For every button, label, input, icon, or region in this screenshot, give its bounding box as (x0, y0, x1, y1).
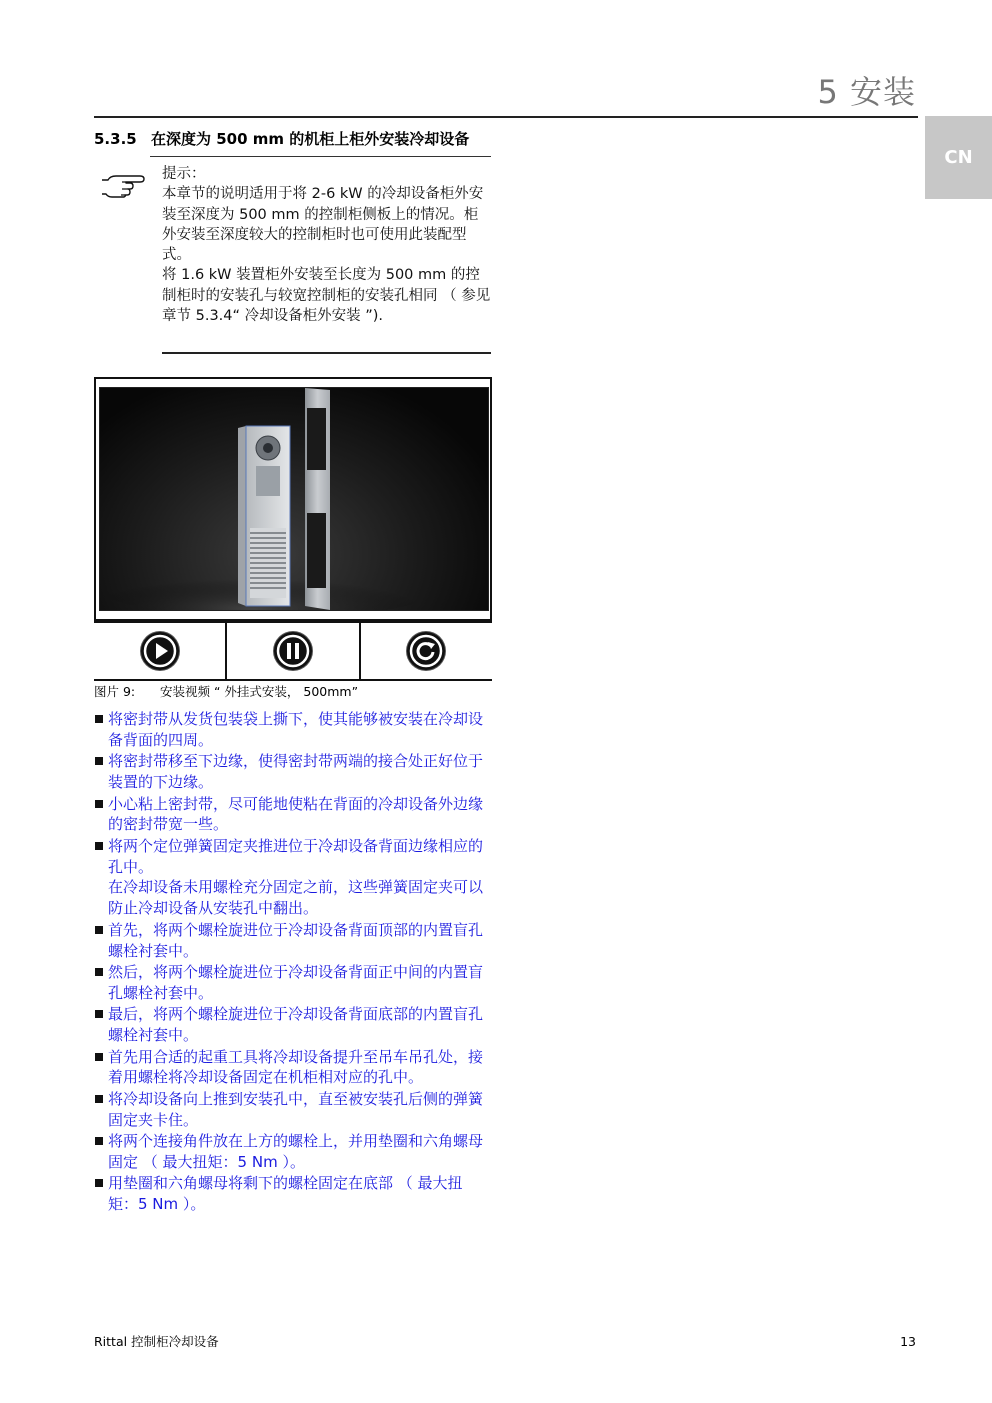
video-still-image (100, 388, 488, 610)
bullet-square-icon (95, 1137, 103, 1145)
section-rule (150, 156, 491, 157)
video-frame (94, 377, 492, 621)
step-text[interactable]: 小心粘上密封带，尽可能地使粘在背面的冷却设备外边缘的密封带宽一些。 (108, 794, 484, 834)
step-text[interactable]: 首先用合适的起重工具将冷却设备提升至吊车吊孔处，接着用螺栓将冷却设备固定在机柜相对应的孔中。 (108, 1047, 484, 1087)
step-text[interactable]: 用垫圈和六角螺母将剩下的螺栓固定在底部 （ 最大扭矩：5 Nm ）。 (108, 1174, 463, 1214)
page-number: 13 (900, 1334, 916, 1349)
video-controls (94, 621, 492, 681)
video-player[interactable] (99, 387, 489, 611)
step-text[interactable]: 将密封带从发货包装袋上撕下，使其能够被安装在冷却设备背面的四周。 (108, 710, 484, 749)
bullet-square-icon (95, 842, 103, 850)
pause-icon (274, 632, 312, 670)
section-heading (94, 128, 491, 150)
step-text[interactable]: 然后，将两个螺栓旋进位于冷却设备背面正中间的内置盲孔螺栓衬套中。 (108, 963, 484, 1002)
chapter-title: 5 安装 (817, 73, 916, 111)
list-item (94, 1089, 486, 1131)
bullet-square-icon (95, 1053, 103, 1061)
list-item (94, 962, 486, 1004)
list-item (94, 1131, 486, 1173)
step-text[interactable]: 将冷却设备向上推到安装孔中，直至被安装孔后侧的弹簧固定夹卡住。 (108, 1089, 484, 1129)
bullet-square-icon (95, 1010, 103, 1018)
step-text[interactable]: 将两个连接角件放在上方的螺栓上，并用垫圈和六角螺母固定 （ 最大扭矩：5 Nm ）。 (108, 1132, 484, 1171)
step-text[interactable]: 最后，将两个螺栓旋进位于冷却设备背面底部的内置盲孔螺栓衬套中。 (108, 1005, 484, 1045)
section-number: 5.3.5 (94, 130, 137, 148)
note-block (162, 164, 492, 326)
note-paragraph: 本章节的说明适用于将 2-6 kW 的冷却设备柜外安装至深度为 500 mm 的控制柜侧板上的情况。柜外安装至深度较大的控制柜时也可使用此装配型式。 (162, 186, 484, 264)
note-rule (162, 352, 491, 354)
figure-caption-text: 安装视频 “ 外挂式安装， 500mm” (160, 684, 359, 699)
note-label: 提示： (162, 166, 206, 182)
list-item (94, 920, 486, 962)
list-item (94, 1047, 486, 1089)
bullet-square-icon (95, 800, 103, 808)
list-item (94, 709, 486, 751)
list-item (94, 1004, 486, 1046)
list-item (94, 1173, 486, 1215)
step-text[interactable]: 将两个定位弹簧固定夹推进位于冷却设备背面边缘相应的孔中。 (108, 836, 484, 876)
bullet-square-icon (95, 926, 103, 934)
bullet-square-icon (95, 1179, 103, 1187)
language-tab[interactable]: CN (925, 116, 992, 199)
replay-icon (407, 632, 445, 670)
play-button[interactable] (94, 623, 225, 679)
pointing-hand-icon (100, 170, 146, 198)
bullet-square-icon (95, 968, 103, 976)
figure-caption (94, 683, 494, 701)
list-item (94, 794, 486, 836)
bullet-square-icon (95, 715, 103, 723)
bullet-square-icon (95, 1095, 103, 1103)
instruction-list (94, 709, 486, 1216)
header-rule (94, 116, 918, 118)
pause-button[interactable] (225, 623, 358, 679)
list-item (94, 836, 486, 919)
figure-label: 图片 9: (94, 684, 136, 699)
step-text[interactable]: 首先，将两个螺栓旋进位于冷却设备背面顶部的内置盲孔螺栓衬套中。 (108, 920, 484, 960)
bullet-square-icon (95, 757, 103, 765)
footer-title: Rittal 控制柜冷却设备 (94, 1334, 219, 1349)
list-item (94, 751, 486, 793)
replay-button[interactable] (359, 623, 492, 679)
section-title: 在深度为 500 mm 的机柜上柜外安装冷却设备 (151, 130, 470, 148)
play-icon (141, 632, 179, 670)
note-paragraph: 将 1.6 kW 装置柜外安装至长度为 500 mm 的控制柜时的安装孔与较宽控制柜的安装孔相同 （ 参见章节 5.3.4“ 冷却设备柜外安装 ”). (162, 267, 491, 325)
step-text[interactable]: 将密封带移至下边缘，使得密封带两端的接合处正好位于装置的下边缘。 (108, 752, 484, 792)
step-extra-text[interactable]: 在冷却设备未用螺栓充分固定之前，这些弹簧固定夹可以防止冷却设备从安装孔中翻出。 (108, 878, 484, 918)
